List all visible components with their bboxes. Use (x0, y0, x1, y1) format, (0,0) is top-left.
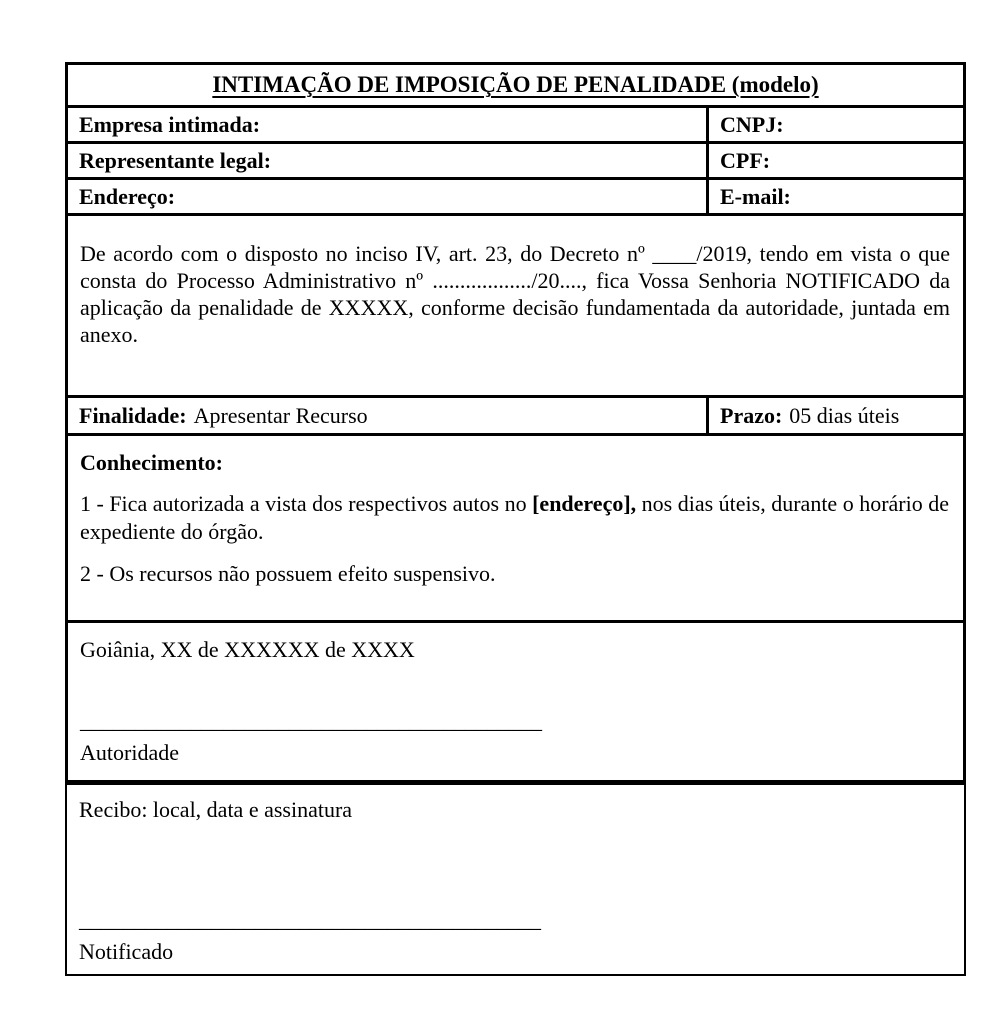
empresa-intimada-label: Empresa intimada: (79, 111, 261, 137)
authority-signature-label: Autoridade (80, 740, 179, 765)
endereco-field (68, 180, 706, 213)
cpf-label: CPF: (720, 147, 771, 173)
field-row-empresa (68, 105, 963, 141)
notification-text: De acordo com o disposto no inciso IV, art. 23, do Decreto nº ____/2019, tendo em vista o que consta do Processo Administrativo nº ................../20...., fica Vossa Senhoria NOTIFICADO da aplicação da penalidade de XXXXX, conforme decisão fundamentada da autoridade, juntada em anexo. (80, 241, 950, 347)
city-date-line: Goiânia, XX de XXXXXX de XXXX (80, 637, 415, 662)
cnpj-field (706, 108, 963, 141)
prazo-label: Prazo: (720, 402, 783, 428)
conhecimento-label: Conhecimento: (80, 450, 223, 475)
receipt-spacer (79, 824, 950, 906)
prazo-field (706, 398, 963, 433)
authority-signature-section (68, 620, 963, 780)
notification-paragraph (68, 213, 963, 395)
conhecimento-section (68, 433, 963, 620)
finalidade-prazo-row (68, 395, 963, 433)
form-title-row (68, 65, 963, 105)
form-title: INTIMAÇÃO DE IMPOSIÇÃO DE PENALIDADE (modelo) (212, 72, 819, 97)
prazo-value: 05 dias úteis (789, 402, 900, 428)
endereco-label: Endereço: (79, 183, 176, 209)
notified-signature-line: __________________________________________ (79, 907, 541, 932)
penalty-notice-form (65, 62, 966, 783)
field-row-endereco (68, 177, 963, 213)
finalidade-label: Finalidade: (79, 402, 187, 428)
notified-signature-label: Notificado (79, 939, 174, 964)
receipt-section (65, 783, 966, 976)
email-label: E-mail: (720, 183, 791, 209)
cnpj-label: CNPJ: (720, 111, 784, 137)
finalidade-value: Apresentar Recurso (193, 402, 368, 428)
conhecimento-item1-text: 1 - Fica autorizada a vista dos respectivos autos no (80, 491, 527, 516)
authority-signature-line: __________________________________________ (80, 708, 542, 733)
empresa-intimada-field (68, 108, 706, 141)
finalidade-field (68, 398, 706, 433)
representante-legal-field (68, 144, 706, 177)
email-field (706, 180, 963, 213)
conhecimento-item1-placeholder: [endereço], (532, 491, 637, 516)
cpf-field (706, 144, 963, 177)
conhecimento-item-1 (80, 490, 949, 546)
representante-legal-label: Representante legal: (79, 147, 272, 173)
conhecimento-item1-text-after: nos dias úteis, durante o horário de expediente do órgão. (80, 491, 949, 544)
receipt-text: Recibo: local, data e assinatura (79, 797, 353, 822)
field-row-representante (68, 141, 963, 177)
conhecimento-item-2: 2 - Os recursos não possuem efeito suspensivo. (80, 561, 496, 586)
